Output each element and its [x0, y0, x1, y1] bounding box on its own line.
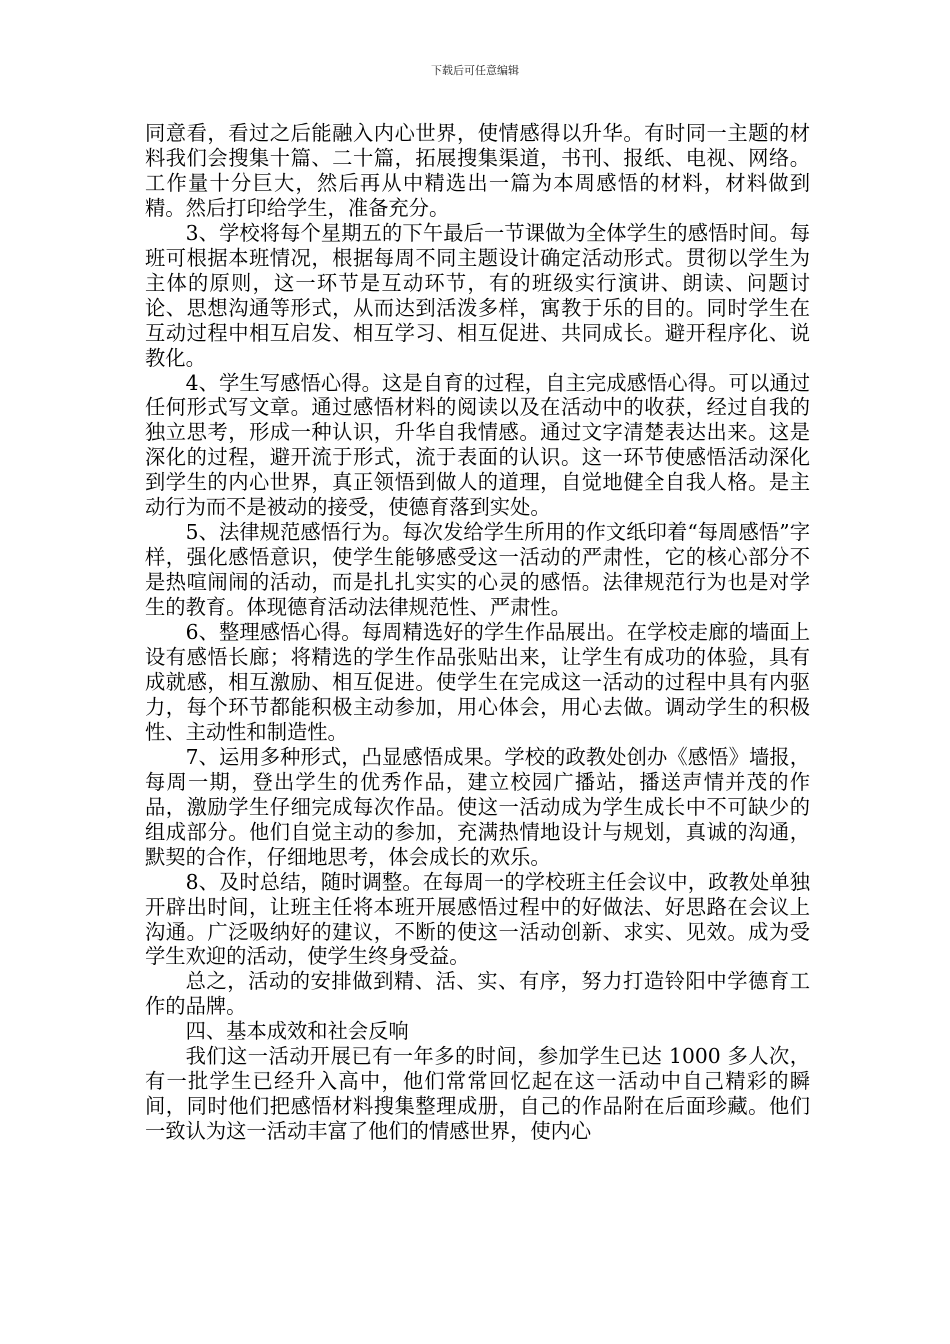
paragraph: 总之，活动的安排做到精、活、实、有序，努力打造铃阳中学德育工作的品牌。: [145, 969, 810, 1019]
paragraph: 7、运用多种形式，凸显感悟成果。学校的政教处创办《感悟》墙报，每周一期，登出学生的优秀作品，建立校园广播站，播送声情并茂的作品，激励学生仔细完成每次作品。使这一活动成为学生成长中不可缺少的组成部分。他们自觉主动的参加，充满热情地设计与规划，真诚的沟通，默契的合作，仔细地思考，体会成长的欢乐。: [145, 744, 810, 869]
document-body: [145, 121, 810, 1144]
header-note: 下载后可任意编辑: [431, 64, 519, 77]
paragraph: 4、学生写感悟心得。这是自育的过程，自主完成感悟心得。可以通过任何形式写文章。通过感悟材料的阅读以及在活动中的收获，经过自我的独立思考，形成一种认识，升华自我情感。通过文字清楚表达出来。这是深化的过程，避开流于形式，流于表面的认识。这一环节使感悟活动深化到学生的内心世界，真正领悟到做人的道理，自觉地健全自我人格。是主动行为而不是被动的接受，使德育落到实处。: [145, 370, 810, 520]
paragraph: 我们这一活动开展已有一年多的时间，参加学生已达 1000 多人次，有一批学生已经升入高中，他们常常回忆起在这一活动中自己精彩的瞬间，同时他们把感悟材料搜集整理成册，自己的作品附在后面珍藏。他们一致认为这一活动丰富了他们的情感世界，使内心: [145, 1044, 810, 1144]
paragraph: 5、法律规范感悟行为。每次发给学生所用的作文纸印着“每周感悟”字样，强化感悟意识，使学生能够感受这一活动的严肃性，它的核心部分不是热喧闹闹的活动，而是扎扎实实的心灵的感悟。法律规范行为也是对学生的教育。体现德育活动法律规范性、严肃性。: [145, 520, 810, 620]
page-header: [0, 64, 950, 78]
paragraph: 同意看，看过之后能融入内心世界，使情感得以升华。有时同一主题的材料我们会搜集十篇、二十篇，拓展搜集渠道，书刊、报纸、电视、网络。工作量十分巨大，然后再从中精选出一篇为本周感悟的材料，材料做到精。然后打印给学生，准备充分。: [145, 121, 810, 220]
section-heading: 四、基本成效和社会反响: [185, 1019, 409, 1044]
paragraph: 3、学校将每个星期五的下午最后一节课做为全体学生的感悟时间。每班可根据本班情况，根据每周不同主题设计确定活动形式。贯彻以学生为主体的原则，这一环节是互动环节，有的班级实行演讲、朗读、问题讨论、思想沟通等形式，从而达到活泼多样，寓教于乐的目的。同时学生在互动过程中相互启发、相互学习、相互促进、共同成长。避开程序化、说教化。: [145, 220, 810, 370]
paragraph: 6、整理感悟心得。每周精选好的学生作品展出。在学校走廊的墙面上设有感悟长廊；将精选的学生作品张贴出来，让学生有成功的体验，具有成就感，相互激励、相互促进。使学生在完成这一活动的过程中具有内驱力，每个环节都能积极主动参加，用心体会，用心去做。调动学生的积极性、主动性和制造性。: [145, 620, 810, 744]
paragraph: 8、及时总结，随时调整。在每周一的学校班主任会议中，政教处单独开辟出时间，让班主任将本班开展感悟过程中的好做法、好思路在会议上沟通。广泛吸纳好的建议，不断的使这一活动创新、求实、见效。成为受学生欢迎的活动，使学生终身受益。: [145, 869, 810, 969]
